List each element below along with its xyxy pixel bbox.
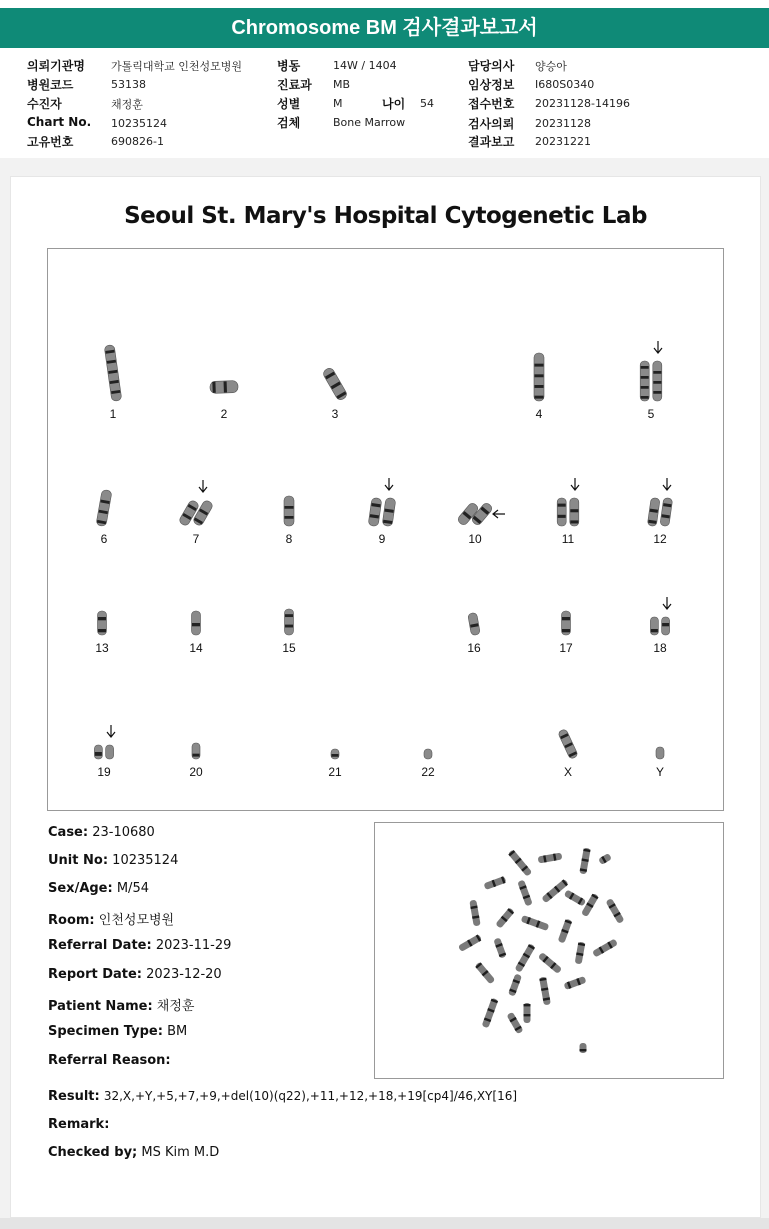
arrow-icon (571, 478, 579, 490)
header-value-row (111, 58, 242, 74)
remark-row (48, 1117, 109, 1132)
referral-date-value: 2023-11-29 (155, 938, 232, 953)
sexage-label: Sex/Age: (48, 881, 113, 896)
chromosome (650, 617, 658, 635)
chromosome-label: 13 (95, 641, 109, 655)
header-value: 채정훈 (111, 98, 143, 111)
chromosome-label: 19 (97, 765, 111, 779)
header-row (277, 95, 300, 112)
case-row (48, 825, 155, 840)
arrow-icon (199, 480, 207, 492)
metaphase-spread (375, 823, 723, 1078)
referral-date-row (48, 938, 231, 953)
header-value-row (333, 58, 397, 72)
chromosome (94, 745, 102, 759)
metaphase-image (374, 822, 724, 1079)
header-label: 검사의뢰 (468, 117, 515, 131)
patient-label: Patient Name: (48, 999, 153, 1014)
chromosome-label: 20 (189, 765, 203, 779)
arrow-icon (663, 478, 671, 490)
chromosome-label: 11 (561, 532, 575, 546)
room-row (48, 909, 174, 928)
header-row (468, 95, 514, 112)
metaphase-chromosome (495, 907, 515, 928)
specimen-row (48, 1024, 187, 1039)
result-label: Result: (48, 1089, 100, 1104)
metaphase-chromosome (475, 962, 496, 985)
arrow-icon (654, 341, 662, 353)
unit-label: Unit No: (48, 853, 109, 868)
header-value-row (535, 77, 594, 91)
header-value: 가톨릭대학교 인천성모병원 (111, 60, 243, 73)
header-value: 20231221 (535, 135, 591, 148)
result-row (48, 1089, 517, 1104)
header-row (27, 76, 73, 93)
chromosome (210, 381, 238, 394)
chromosome (96, 489, 112, 526)
metaphase-chromosome (493, 937, 506, 958)
header-label: 검체 (277, 116, 301, 130)
report-title: Chromosome BM 검사결과보고서 (0, 8, 769, 48)
header-value: 10235124 (111, 117, 167, 130)
chromosome (647, 498, 660, 527)
header-row (277, 114, 300, 131)
unit-value: 10235124 (112, 853, 179, 868)
metaphase-chromosome (558, 919, 573, 944)
header-value-row (535, 58, 567, 74)
chromosome (660, 498, 673, 527)
chromosome-label: 5 (647, 407, 655, 421)
chromosome-label: 8 (285, 532, 293, 546)
header-value-row (535, 116, 591, 130)
chromosome (570, 498, 579, 526)
metaphase-chromosome (469, 900, 480, 927)
header-row (468, 133, 514, 150)
header-value-row (535, 134, 591, 148)
arrow-icon (107, 725, 115, 737)
header-label: 접수번호 (468, 97, 515, 111)
chromosome-label: 10 (468, 532, 482, 546)
case-label: Case: (48, 825, 89, 840)
metaphase-chromosome (508, 973, 522, 996)
chromosome-label: 9 (378, 532, 386, 546)
metaphase-chromosome (579, 848, 590, 875)
header-row (27, 133, 73, 150)
metaphase-chromosome (508, 849, 533, 876)
chromosome-label: 7 (192, 532, 200, 546)
chromosome (331, 749, 339, 759)
header-value-row (535, 96, 630, 110)
chromosome-label: 1 (109, 407, 117, 421)
header-value: 14W / 1404 (333, 59, 397, 72)
header-value: 54 (420, 97, 434, 110)
chromosome (106, 745, 114, 759)
chromosome-label: 16 (467, 641, 481, 655)
metaphase-chromosome (458, 934, 482, 952)
patient-row (48, 995, 194, 1014)
header-value: M (333, 97, 343, 110)
arrow-icon (663, 597, 671, 609)
chromosome-label: 14 (189, 641, 203, 655)
cytogenetic-report (10, 176, 761, 1218)
sexage-value: M/54 (116, 881, 149, 896)
header-value-row (333, 77, 350, 91)
header-label: 결과보고 (468, 135, 515, 149)
arrow-icon (493, 510, 505, 518)
header-value: I680S0340 (535, 78, 595, 91)
chromosome (368, 497, 382, 526)
sexage-row (48, 881, 149, 896)
chromosome-label: Y (655, 765, 664, 779)
header-label: 고유번호 (27, 135, 74, 149)
header-label: 임상정보 (468, 78, 515, 92)
metaphase-chromosome (592, 938, 618, 957)
metaphase-chromosome (514, 943, 535, 972)
header-label: 진료과 (277, 78, 312, 92)
header-value: MB (333, 78, 351, 91)
chromosome (557, 498, 566, 526)
chromosome (558, 729, 579, 760)
header-value: 20231128-14196 (535, 97, 630, 110)
header-row (27, 95, 62, 112)
chromosome (192, 611, 201, 635)
header-value-row (333, 115, 405, 129)
header-label: 병동 (277, 59, 301, 73)
header-label: 의뢰기관명 (27, 59, 85, 73)
chromosome (653, 361, 662, 401)
metaphase-chromosome (524, 1003, 531, 1023)
header-value-row (111, 116, 167, 130)
chromosome (382, 497, 396, 526)
header-value-row (420, 96, 434, 110)
remark-label: Remark: (48, 1117, 110, 1132)
metaphase-chromosome (563, 976, 586, 990)
patient-header (0, 48, 769, 158)
header-value: 53138 (111, 78, 146, 91)
chromosome (98, 611, 107, 635)
specimen-value: BM (167, 1024, 188, 1039)
metaphase-chromosome (483, 876, 506, 890)
header-value-row (111, 77, 146, 91)
chromosome (662, 617, 670, 635)
chromosome (104, 345, 122, 402)
arrow-icon (385, 478, 393, 490)
metaphase-chromosome (581, 893, 599, 917)
header-value-row (111, 134, 164, 148)
report-date-row (48, 967, 222, 982)
header-value: 690826-1 (111, 135, 164, 148)
room-value: 인천성모병원 (98, 913, 175, 928)
footer-band (0, 1218, 769, 1229)
chromosome-label: X (563, 765, 572, 779)
header-value-row (333, 96, 343, 110)
chromosome (284, 496, 294, 526)
chromosome (468, 612, 481, 635)
result-value: 32,X,+Y,+5,+7,+9,+del(10)(q22),+11,+12,+18,+19[cp4]/46,XY[16] (103, 1089, 518, 1103)
metaphase-chromosome (575, 942, 586, 965)
metaphase-chromosome (538, 952, 562, 974)
patient-value: 채정훈 (156, 999, 195, 1014)
report-date-value: 2023-12-20 (146, 967, 222, 982)
header-label: 성별 (277, 97, 301, 111)
metaphase-chromosome (517, 880, 532, 907)
chromosome (640, 361, 649, 401)
chromosome-label: 6 (100, 532, 108, 546)
unit-row (48, 853, 178, 868)
header-row (27, 57, 85, 74)
header-label: 수진자 (27, 97, 62, 111)
header-row (468, 57, 514, 74)
metaphase-chromosome (506, 1012, 523, 1035)
chromosome (322, 367, 349, 402)
header-row (277, 76, 312, 93)
header-row (468, 76, 514, 93)
header-label: 담당의사 (468, 59, 515, 73)
lab-title: Seoul St. Mary's Hospital Cytogenetic Lab (124, 203, 647, 229)
header-value: 20231128 (535, 117, 591, 130)
chromosome-label: 2 (220, 407, 228, 421)
chromosome (424, 749, 432, 759)
header-row (382, 95, 405, 112)
metaphase-chromosome (541, 879, 568, 904)
chromosome (534, 353, 544, 401)
header-label: 나이 (382, 97, 406, 111)
metaphase-chromosome (564, 889, 587, 906)
metaphase-chromosome (598, 853, 612, 865)
metaphase-chromosome (482, 998, 499, 1029)
header-row (27, 115, 91, 129)
header-row (468, 115, 514, 132)
room-label: Room: (48, 913, 95, 928)
chromosome-label: 22 (421, 765, 435, 779)
chromosome-label: 3 (331, 407, 339, 421)
referral-date-label: Referral Date: (48, 938, 152, 953)
chromosome-label: 18 (653, 641, 667, 655)
chromosome-label: 17 (559, 641, 573, 655)
chromosome-label: 21 (328, 765, 342, 779)
report-date-label: Report Date: (48, 967, 143, 982)
karyotype-panel (47, 248, 724, 811)
chromosome-label: 4 (535, 407, 543, 421)
checked-value: MS Kim M.D (141, 1145, 220, 1160)
header-value: 양승아 (535, 60, 567, 73)
metaphase-chromosome (521, 915, 550, 931)
metaphase-chromosome (538, 852, 563, 863)
chromosome (192, 743, 200, 759)
chromosome (656, 747, 664, 759)
header-value: Bone Marrow (333, 116, 406, 129)
checked-row (48, 1145, 219, 1160)
reason-row (48, 1053, 171, 1068)
metaphase-chromosome (605, 898, 624, 924)
chromosome (285, 609, 294, 635)
header-label: Chart No. (27, 115, 92, 129)
header-label: 병원코드 (27, 78, 74, 92)
chromosome-label: 12 (653, 532, 667, 546)
specimen-label: Specimen Type: (48, 1024, 163, 1039)
reason-label: Referral Reason: (48, 1053, 171, 1068)
header-value-row (111, 96, 143, 112)
header-row (277, 57, 300, 74)
karyogram-figure (48, 249, 723, 810)
metaphase-chromosome (539, 977, 551, 1006)
chromosome (562, 611, 571, 635)
metaphase-chromosome (580, 1043, 587, 1053)
case-value: 23-10680 (92, 825, 155, 840)
chromosome-label: 15 (282, 641, 296, 655)
checked-label: Checked by; (48, 1145, 138, 1160)
